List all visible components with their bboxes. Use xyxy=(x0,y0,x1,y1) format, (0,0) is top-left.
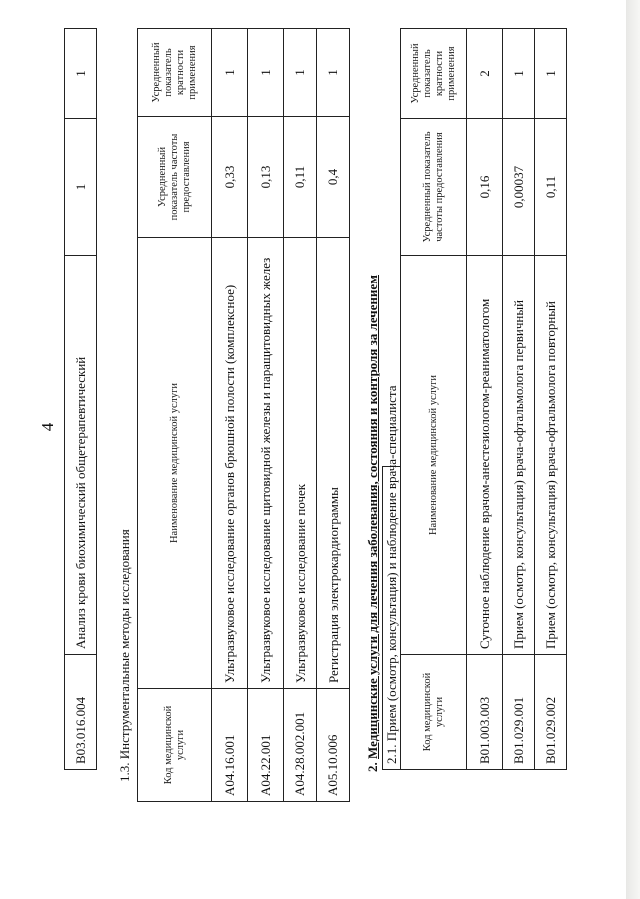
table-row xyxy=(65,29,97,770)
mult-cell: 1 xyxy=(503,29,535,119)
section-2-heading: Медицинские услуги для лечения заболевания, состояния и контроля за лечением xyxy=(365,274,380,759)
table-row xyxy=(284,29,317,802)
name-cell: Прием (осмотр, консультация) врача-офтальмолога повторный xyxy=(535,256,567,655)
specialist-consultation-table xyxy=(400,28,567,770)
table-row xyxy=(503,29,535,770)
header-freq: Усредненный показатель частоты предоставления xyxy=(401,119,467,256)
header-name: Наименование медицинской услуги xyxy=(138,238,212,689)
code-cell: B03.016.004 xyxy=(65,655,97,770)
continuation-table xyxy=(64,28,97,770)
name-cell: Ультразвуковое исследование щитовидной железы и паращитовидных желез xyxy=(248,238,284,689)
section-2-1-title: 2.1. Прием (осмотр, консультация) и наблюдение врача-специалиста xyxy=(382,466,401,770)
mult-cell: 1 xyxy=(65,29,97,119)
freq-cell: 0,13 xyxy=(248,117,284,238)
code-cell: A05.10.006 xyxy=(317,689,350,802)
mult-cell: 1 xyxy=(248,29,284,117)
header-code: Код медицинской услуги xyxy=(401,655,467,770)
name-cell: Анализ крови биохимический общетерапевтический xyxy=(65,256,97,655)
code-cell: A04.22.001 xyxy=(248,689,284,802)
page-number: 4 xyxy=(38,422,57,432)
code-cell: B01.003.003 xyxy=(467,655,503,770)
table-row xyxy=(212,29,248,802)
table-row xyxy=(317,29,350,802)
instrumental-methods-table xyxy=(137,28,350,802)
code-cell: A04.16.001 xyxy=(212,689,248,802)
header-name: Наименование медицинской услуги xyxy=(401,256,467,655)
code-cell: A04.28.002.001 xyxy=(284,689,317,802)
name-cell: Прием (осмотр, консультация) врача-офтальмолога первичный xyxy=(503,256,535,655)
table-row xyxy=(535,29,567,770)
section-2-number: 2. xyxy=(365,762,380,772)
name-cell: Суточное наблюдение врачом-анестезиологом-реаниматологом xyxy=(467,256,503,655)
freq-cell: 1 xyxy=(65,119,97,256)
header-freq: Усредненный показатель частоты предоставления xyxy=(138,117,212,238)
code-cell: B01.029.001 xyxy=(503,655,535,770)
freq-cell: 0,00037 xyxy=(503,119,535,256)
header-row xyxy=(138,29,212,802)
header-code: Код медицинской услуги xyxy=(138,689,212,802)
mult-cell: 2 xyxy=(467,29,503,119)
name-cell: Регистрация электрокардиограммы xyxy=(317,238,350,689)
name-cell: Ультразвуковое исследование органов брюшной полости (комплексное) xyxy=(212,238,248,689)
freq-cell: 0,11 xyxy=(535,119,567,256)
freq-cell: 0,4 xyxy=(317,117,350,238)
freq-cell: 0,16 xyxy=(467,119,503,256)
freq-cell: 0,33 xyxy=(212,117,248,238)
mult-cell: 1 xyxy=(212,29,248,117)
mult-cell: 1 xyxy=(284,29,317,117)
mult-cell: 1 xyxy=(535,29,567,119)
mult-cell: 1 xyxy=(317,29,350,117)
section-1-3-title: 1.3. Инструментальные методы исследования xyxy=(117,529,132,782)
header-mult: Усредненный показатель кратности применения xyxy=(401,29,467,119)
code-cell: B01.029.002 xyxy=(535,655,567,770)
header-mult: Усредненный показатель кратности применения xyxy=(138,29,212,117)
header-row xyxy=(401,29,467,770)
page-edge-shadow xyxy=(626,0,640,899)
section-2-title xyxy=(365,275,381,772)
name-cell: Ультразвуковое исследование почек xyxy=(284,238,317,689)
table-row xyxy=(467,29,503,770)
freq-cell: 0,11 xyxy=(284,117,317,238)
table-row xyxy=(248,29,284,802)
